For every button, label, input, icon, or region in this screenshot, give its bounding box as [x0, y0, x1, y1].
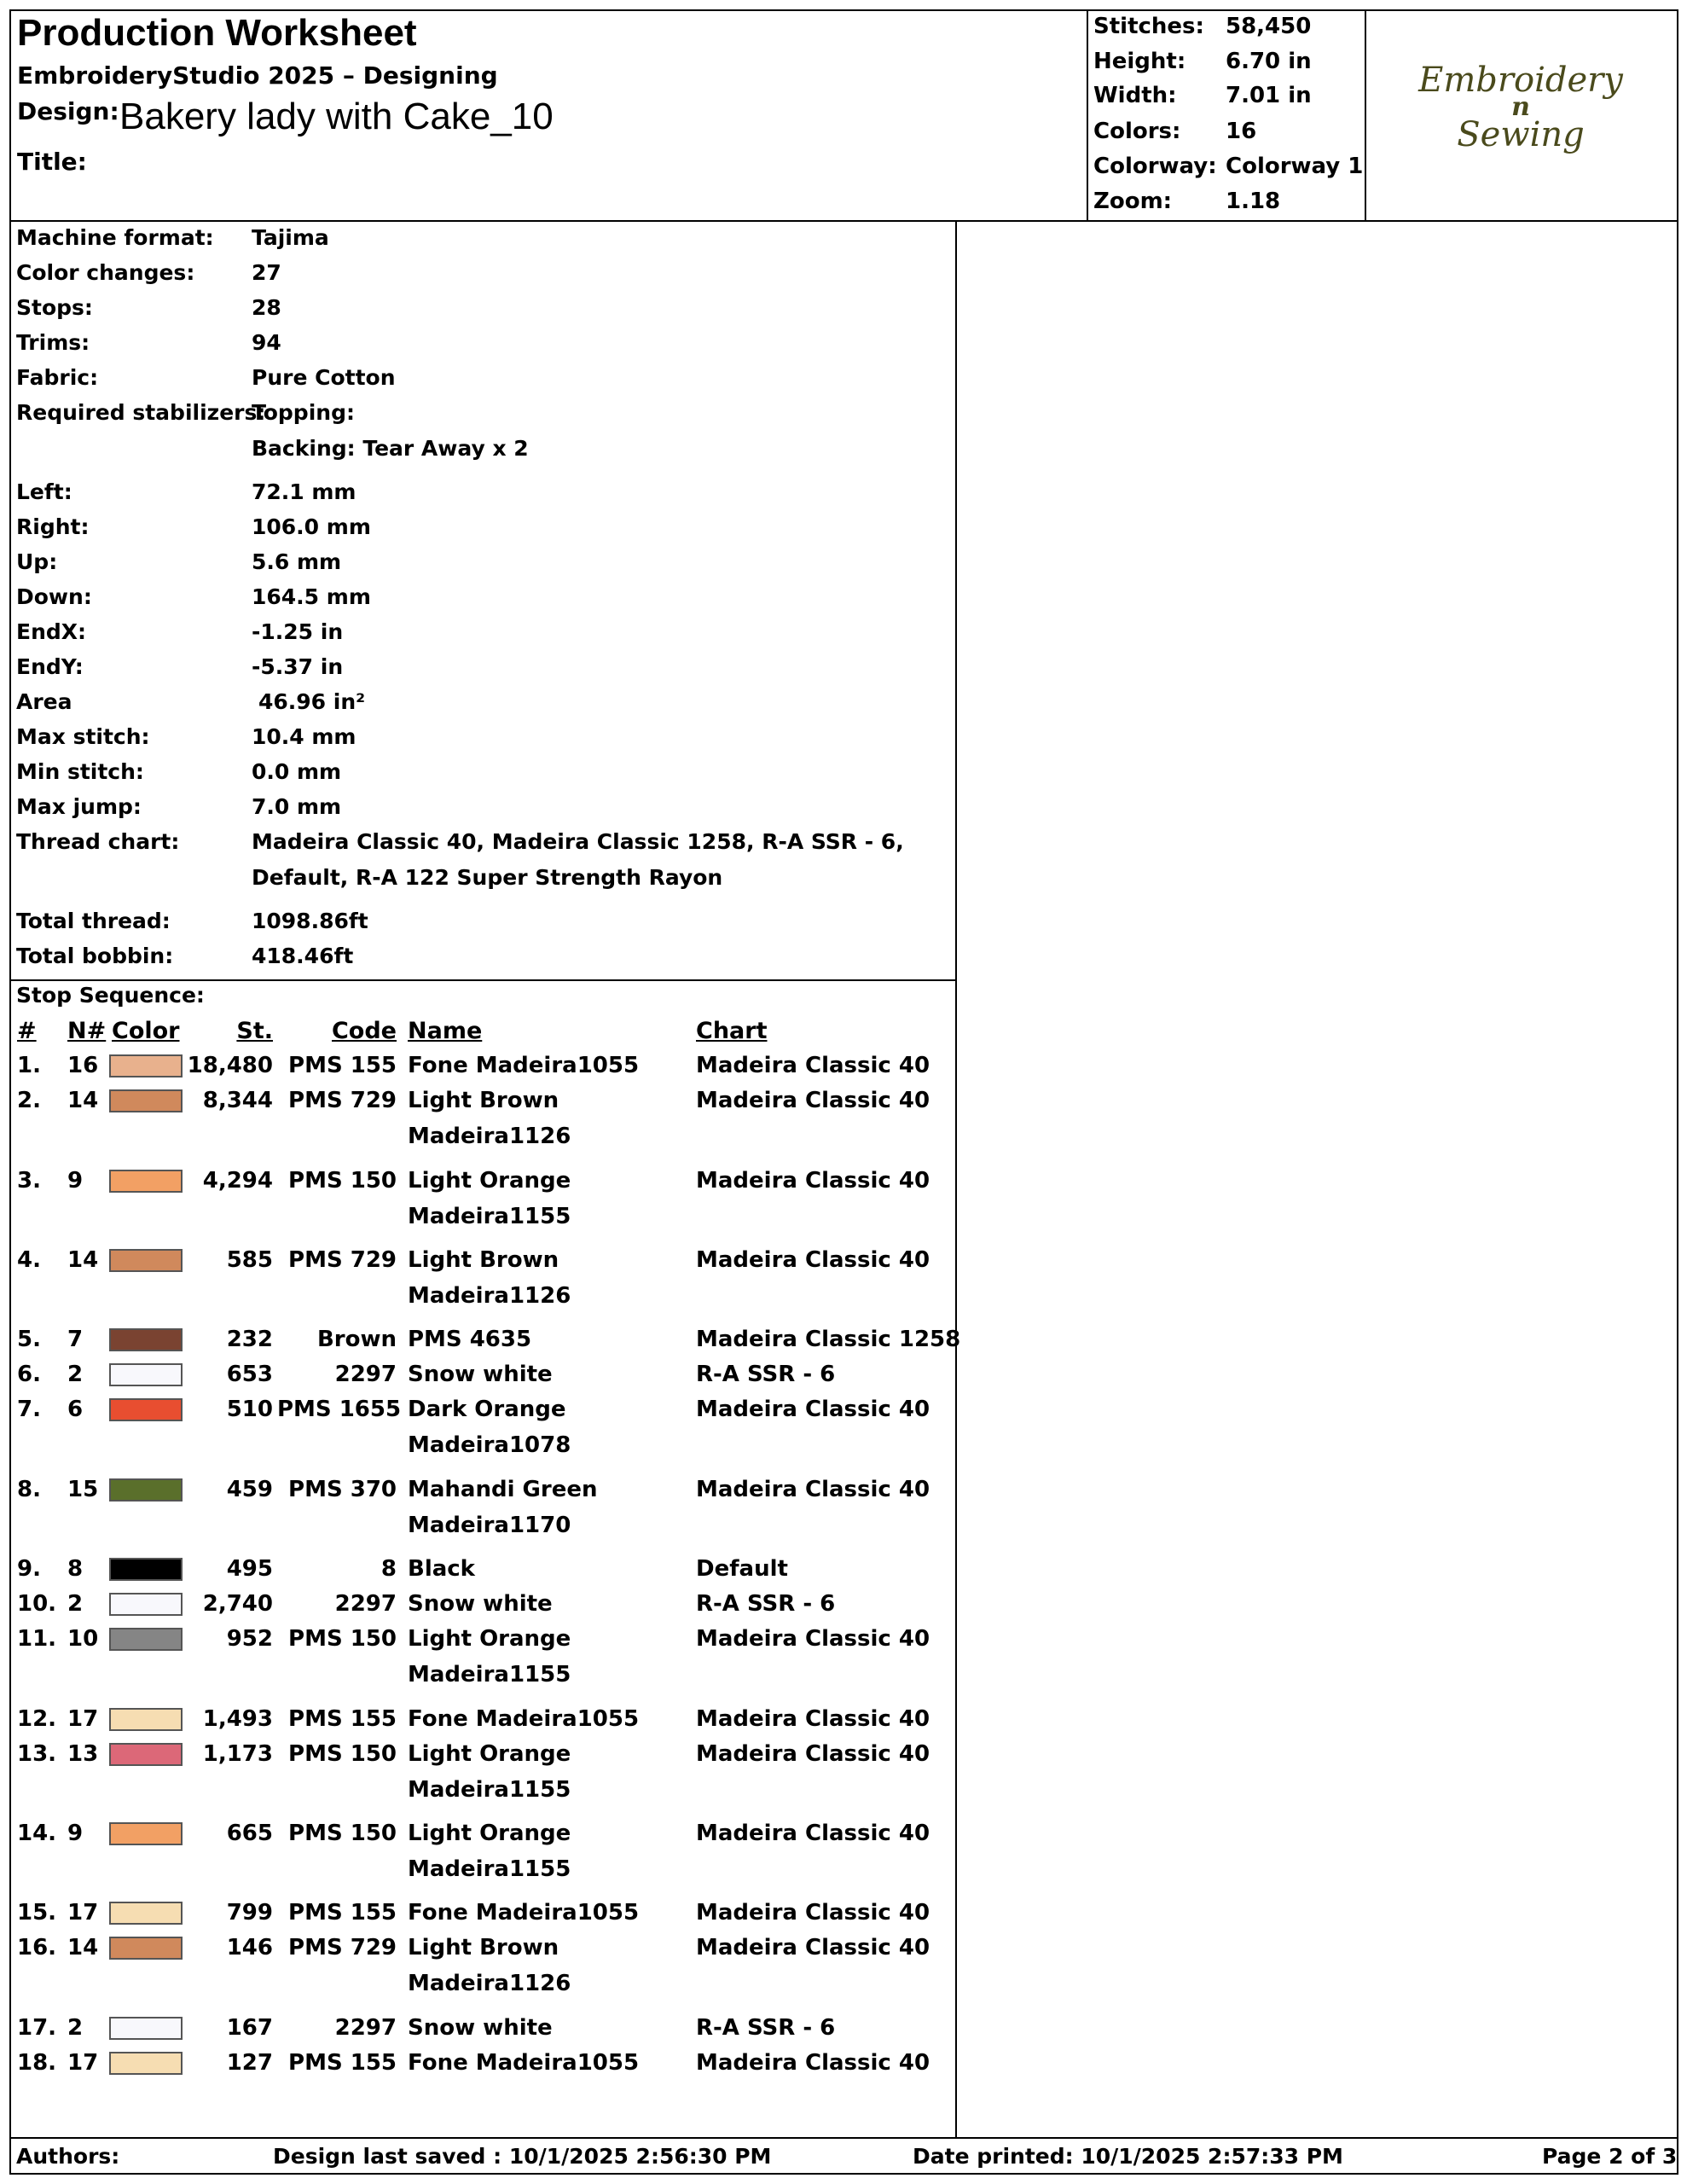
info-label-color-changes: Color changes:	[16, 260, 195, 285]
frame-top	[9, 9, 1678, 11]
stop-stitches: 2,740	[202, 1591, 273, 1617]
frame-left	[9, 9, 11, 2175]
color-swatch	[109, 1363, 183, 1386]
stop-code: PMS 729	[288, 1247, 397, 1273]
stop-name: Light Brown	[408, 1935, 559, 1960]
stop-name: Snow white	[408, 1362, 553, 1387]
stop-code: PMS 155	[288, 2050, 397, 2076]
stat-label-height: Height:	[1093, 49, 1186, 74]
info-value-max-stitch: 10.4 mm	[252, 724, 357, 749]
info-label-down: Down:	[16, 584, 92, 609]
stop-chart: Madeira Classic 40	[696, 1626, 930, 1652]
stop-needle: 14	[67, 1935, 99, 1960]
stop-needle: 13	[67, 1741, 99, 1767]
color-swatch	[109, 1249, 183, 1272]
stop-stitches: 18,480	[187, 1053, 273, 1078]
info-label-total-bobbin: Total bobbin:	[16, 944, 174, 968]
stop-stitches: 665	[226, 1821, 273, 1846]
col-header-chart: Chart	[696, 1018, 768, 1044]
color-swatch	[109, 1478, 183, 1502]
stop-needle: 17	[67, 1706, 99, 1732]
stop-sequence-label: Stop Sequence:	[16, 983, 205, 1008]
stop-needle: 2	[67, 2015, 84, 2041]
stats-divider-left	[1087, 9, 1088, 221]
info-value-total-thread: 1098.86ft	[252, 909, 368, 933]
design-label: Design:	[17, 97, 119, 125]
info-value-max-jump: 7.0 mm	[252, 794, 342, 819]
info-label-area: Area	[16, 689, 72, 714]
stop-num: 4.	[17, 1247, 41, 1273]
stop-chart: Madeira Classic 40	[696, 1247, 930, 1273]
col-header-code: Code	[331, 1018, 397, 1044]
info-value-fabric: Pure Cotton	[252, 365, 396, 390]
stop-name: Dark Orange	[408, 1397, 566, 1422]
color-swatch	[109, 1054, 183, 1077]
info-value-topping: Topping:	[252, 400, 355, 425]
info-value-total-bobbin: 418.46ft	[252, 944, 354, 968]
stat-label-colorway: Colorway:	[1093, 154, 1217, 179]
stop-num: 7.	[17, 1397, 41, 1422]
stop-chart: R-A SSR - 6	[696, 2015, 836, 2041]
footer-date-printed: Date printed: 10/1/2025 2:57:33 PM	[913, 2144, 1343, 2169]
stop-stitches: 1,493	[202, 1706, 273, 1732]
stop-needle: 9	[67, 1821, 84, 1846]
stop-code: 2297	[334, 1591, 397, 1617]
header-divider	[9, 220, 1678, 222]
stop-code: PMS 150	[288, 1821, 397, 1846]
stop-code: 2297	[334, 1362, 397, 1387]
info-label-thread-chart: Thread chart:	[16, 829, 180, 854]
stop-needle: 7	[67, 1327, 84, 1352]
stop-needle: 15	[67, 1477, 99, 1502]
info-value-backing: Backing: Tear Away x 2	[252, 436, 529, 461]
info-label-machine-format: Machine format:	[16, 225, 214, 250]
color-swatch	[109, 1328, 183, 1351]
stop-code: PMS 155	[288, 1053, 397, 1078]
stop-name: Light Orange	[408, 1821, 571, 1846]
stop-num: 9.	[17, 1556, 41, 1582]
info-label-stops: Stops:	[16, 295, 93, 320]
col-header-st: St.	[236, 1018, 273, 1044]
color-swatch	[109, 2052, 183, 2075]
stop-chart: Madeira Classic 40	[696, 1706, 930, 1732]
stat-value-zoom: 1.18	[1226, 189, 1281, 214]
stop-name: Mahandi Green	[408, 1477, 598, 1502]
info-label-endx: EndX:	[16, 619, 87, 644]
info-value-down: 164.5 mm	[252, 584, 371, 609]
stat-label-stitches: Stitches:	[1093, 14, 1204, 39]
stop-chart: Madeira Classic 40	[696, 1053, 930, 1078]
stat-value-stitches: 58,450	[1226, 14, 1312, 39]
info-value-machine-format: Tajima	[252, 225, 329, 250]
stop-num: 12.	[17, 1706, 57, 1732]
logo-line-2: n	[1511, 92, 1530, 122]
stop-num: 17.	[17, 2015, 57, 2041]
stop-chart: Madeira Classic 40	[696, 1935, 930, 1960]
stop-stitches: 799	[226, 1900, 273, 1926]
stop-code: Brown	[316, 1327, 397, 1352]
col-header-num: #	[17, 1018, 37, 1044]
stop-stitches: 510	[226, 1397, 273, 1422]
stop-code: 2297	[334, 2015, 397, 2041]
stop-needle: 17	[67, 2050, 99, 2076]
logo-line-1: Embroidery	[1418, 61, 1623, 100]
footer-divider	[9, 2137, 1678, 2139]
stop-stitches: 146	[226, 1935, 273, 1960]
info-label-trims: Trims:	[16, 330, 90, 355]
stop-num: 14.	[17, 1821, 57, 1846]
stop-chart: Madeira Classic 40	[696, 2050, 930, 2076]
stop-name: Light Orange	[408, 1741, 571, 1767]
stat-value-colorway: Colorway 1	[1226, 154, 1364, 179]
stop-name: Fone Madeira1055	[408, 1706, 640, 1732]
info-label-total-thread: Total thread:	[16, 909, 171, 933]
stop-name-2: Madeira1126	[408, 1124, 571, 1149]
stop-chart: Madeira Classic 40	[696, 1900, 930, 1926]
stop-num: 5.	[17, 1327, 41, 1352]
stop-stitches: 4,294	[202, 1168, 273, 1194]
stop-needle: 14	[67, 1088, 99, 1113]
info-label-min-stitch: Min stitch:	[16, 759, 144, 784]
info-value-trims: 94	[252, 330, 281, 355]
info-value-up: 5.6 mm	[252, 549, 342, 574]
stop-num: 2.	[17, 1088, 41, 1113]
stop-needle: 17	[67, 1900, 99, 1926]
stop-code: PMS 150	[288, 1741, 397, 1767]
stop-code: PMS 150	[288, 1168, 397, 1194]
stat-value-colors: 16	[1226, 119, 1257, 144]
stop-num: 3.	[17, 1168, 41, 1194]
stop-num: 1.	[17, 1053, 41, 1078]
info-value-stops: 28	[252, 295, 281, 320]
stop-needle: 8	[67, 1556, 84, 1582]
stop-name: Light Brown	[408, 1088, 559, 1113]
color-swatch	[109, 1558, 183, 1581]
info-divider	[9, 979, 956, 981]
stop-chart: Madeira Classic 40	[696, 1088, 930, 1113]
stop-stitches: 232	[226, 1327, 273, 1352]
stop-num: 11.	[17, 1626, 57, 1652]
stop-num: 15.	[17, 1900, 57, 1926]
info-value-thread-chart-2: Default, R-A 122 Super Strength Rayon	[252, 865, 723, 890]
stop-num: 13.	[17, 1741, 57, 1767]
footer-page-number: Page 2 of 3	[1542, 2144, 1678, 2169]
stat-label-width: Width:	[1093, 83, 1177, 108]
color-swatch	[109, 1708, 183, 1731]
stop-code: PMS 1655	[277, 1397, 402, 1422]
stop-needle: 14	[67, 1247, 99, 1273]
stop-name: Light Orange	[408, 1168, 571, 1194]
info-label-up: Up:	[16, 549, 58, 574]
stop-name-2: Madeira1078	[408, 1432, 571, 1458]
color-swatch	[109, 1089, 183, 1112]
info-value-min-stitch: 0.0 mm	[252, 759, 342, 784]
stop-name: Fone Madeira1055	[408, 2050, 640, 2076]
stats-divider-right	[1365, 9, 1366, 221]
design-name: Bakery lady with Cake_10	[119, 96, 554, 137]
stop-stitches: 167	[226, 2015, 273, 2041]
stop-num: 18.	[17, 2050, 57, 2076]
logo	[1380, 61, 1661, 154]
stop-chart: R-A SSR - 6	[696, 1591, 836, 1617]
color-swatch	[109, 2017, 183, 2040]
col-header-n: N#	[67, 1018, 107, 1044]
info-value-thread-chart: Madeira Classic 40, Madeira Classic 1258, R-A SSR - 6,	[252, 829, 904, 854]
color-swatch	[109, 1628, 183, 1651]
stop-name: PMS 4635	[408, 1327, 532, 1352]
stop-name: Fone Madeira1055	[408, 1053, 640, 1078]
stop-needle: 9	[67, 1168, 84, 1194]
stat-value-width: 7.01 in	[1226, 83, 1312, 108]
stop-needle: 2	[67, 1362, 84, 1387]
stop-stitches: 585	[226, 1247, 273, 1273]
stop-chart: Madeira Classic 1258	[696, 1327, 961, 1352]
logo-line-3: Sewing	[1457, 115, 1585, 154]
stop-name-2: Madeira1126	[408, 1283, 571, 1309]
stat-label-colors: Colors:	[1093, 119, 1181, 144]
stop-stitches: 495	[226, 1556, 273, 1582]
stop-name-2: Madeira1155	[408, 1777, 571, 1803]
stop-code: PMS 155	[288, 1706, 397, 1732]
stop-num: 6.	[17, 1362, 41, 1387]
info-label-max-jump: Max jump:	[16, 794, 142, 819]
color-swatch	[109, 1170, 183, 1193]
stop-needle: 16	[67, 1053, 99, 1078]
stop-stitches: 1,173	[202, 1741, 273, 1767]
footer-last-saved: Design last saved : 10/1/2025 2:56:30 PM	[273, 2144, 772, 2169]
info-label-right: Right:	[16, 514, 90, 539]
stop-name-2: Madeira1155	[408, 1204, 571, 1229]
stop-chart: Madeira Classic 40	[696, 1168, 930, 1194]
stop-name: Fone Madeira1055	[408, 1900, 640, 1926]
stop-stitches: 952	[226, 1626, 273, 1652]
info-label-left: Left:	[16, 479, 72, 504]
stop-code: PMS 729	[288, 1088, 397, 1113]
stop-chart: Madeira Classic 40	[696, 1821, 930, 1846]
stop-chart: Default	[696, 1556, 788, 1582]
title-label: Title:	[17, 148, 87, 176]
stop-chart: Madeira Classic 40	[696, 1477, 930, 1502]
stop-name: Snow white	[408, 2015, 553, 2041]
stop-name-2: Madeira1155	[408, 1662, 571, 1687]
info-value-endy: -5.37 in	[252, 654, 344, 679]
color-swatch	[109, 1822, 183, 1845]
stop-stitches: 459	[226, 1477, 273, 1502]
stop-chart: Madeira Classic 40	[696, 1741, 930, 1767]
stop-chart: Madeira Classic 40	[696, 1397, 930, 1422]
info-label-stabilizers: Required stabilizers:	[16, 400, 266, 425]
color-swatch	[109, 1937, 183, 1960]
frame-right	[1677, 9, 1678, 2175]
stat-label-zoom: Zoom:	[1093, 189, 1173, 214]
stop-needle: 2	[67, 1591, 84, 1617]
stop-stitches: 127	[226, 2050, 273, 2076]
info-label-max-stitch: Max stitch:	[16, 724, 150, 749]
stop-needle: 10	[67, 1626, 99, 1652]
stop-code: PMS 155	[288, 1900, 397, 1926]
footer-authors: Authors:	[16, 2144, 120, 2169]
stop-code: PMS 729	[288, 1935, 397, 1960]
info-value-endx: -1.25 in	[252, 619, 344, 644]
info-value-right: 106.0 mm	[252, 514, 371, 539]
color-swatch	[109, 1593, 183, 1616]
stop-chart: R-A SSR - 6	[696, 1362, 836, 1387]
stop-name: Light Brown	[408, 1247, 559, 1273]
stop-name: Snow white	[408, 1591, 553, 1617]
color-swatch	[109, 1902, 183, 1925]
info-value-area: 46.96 in²	[258, 689, 366, 714]
stop-stitches: 8,344	[202, 1088, 273, 1113]
info-label-fabric: Fabric:	[16, 365, 99, 390]
stop-code: PMS 370	[288, 1477, 397, 1502]
stat-value-height: 6.70 in	[1226, 49, 1312, 74]
info-label-endy: EndY:	[16, 654, 84, 679]
color-swatch	[109, 1398, 183, 1421]
frame-bottom	[9, 2173, 1678, 2175]
stop-num: 16.	[17, 1935, 57, 1960]
app-name: EmbroideryStudio 2025 – Designing	[17, 61, 498, 90]
stop-code: 8	[380, 1556, 397, 1582]
stop-name: Black	[408, 1556, 475, 1582]
info-value-left: 72.1 mm	[252, 479, 357, 504]
stop-needle: 6	[67, 1397, 84, 1422]
info-value-color-changes: 27	[252, 260, 281, 285]
stop-name-2: Madeira1126	[408, 1971, 571, 1996]
content-divider	[955, 220, 957, 2138]
col-header-color: Color	[112, 1018, 180, 1044]
stop-code: PMS 150	[288, 1626, 397, 1652]
color-swatch	[109, 1743, 183, 1766]
stop-name: Light Orange	[408, 1626, 571, 1652]
stop-name-2: Madeira1170	[408, 1513, 571, 1538]
stop-stitches: 653	[226, 1362, 273, 1387]
stop-num: 8.	[17, 1477, 41, 1502]
page-title: Production Worksheet	[17, 12, 417, 54]
stop-num: 10.	[17, 1591, 57, 1617]
col-header-name: Name	[408, 1018, 483, 1044]
stop-name-2: Madeira1155	[408, 1856, 571, 1882]
